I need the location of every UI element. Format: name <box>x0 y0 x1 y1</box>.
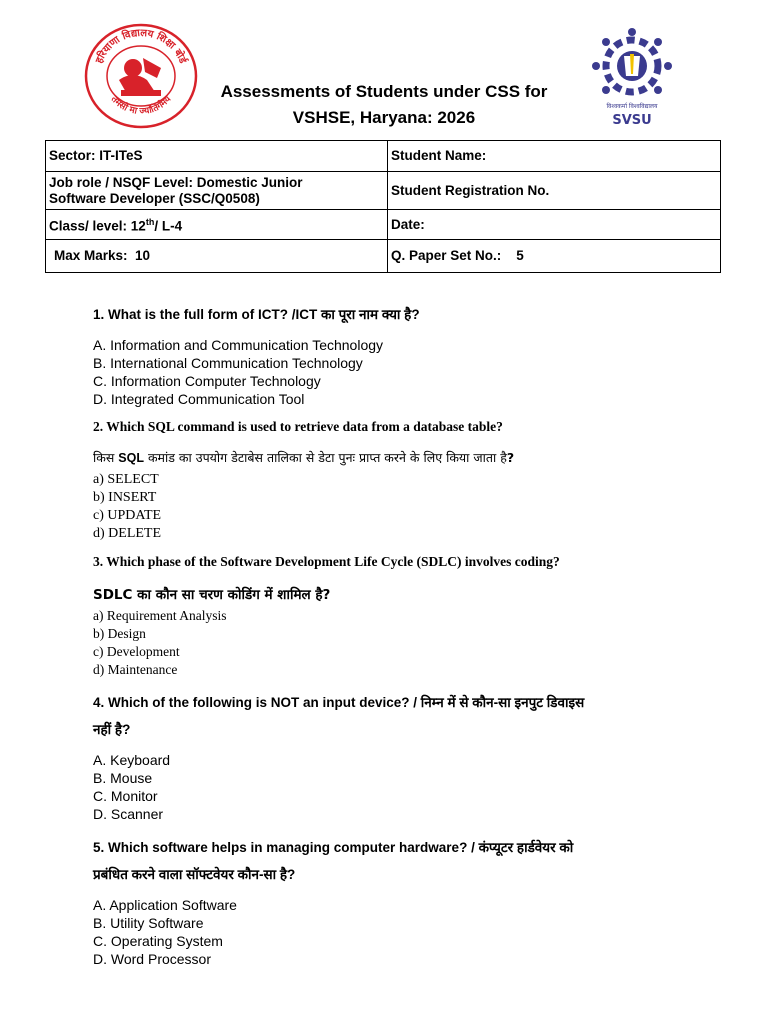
student-name-cell: Student Name: <box>388 141 721 172</box>
question-4-option-d: D. Scanner <box>93 806 164 822</box>
question-5-option-d: D. Word Processor <box>93 951 211 967</box>
question-4-line2: नहीं है? <box>93 722 131 737</box>
question-4-option-b: B. Mouse <box>93 770 153 786</box>
sector-cell: Sector: IT-ITeS <box>46 141 388 172</box>
seal-bottom-text: तमसो मा ज्योतिर्गमय <box>108 94 174 117</box>
question-5-option-c: C. Operating System <box>93 933 223 949</box>
question-1-option-d: D. Integrated Communication Tool <box>93 391 305 407</box>
board-seal-logo <box>83 22 199 130</box>
question-2-option-c: c) UPDATE <box>93 508 162 523</box>
question-1-option-c: C. Information Computer Technology <box>93 373 321 389</box>
job-role-line2: Software Developer (SSC/Q0508) <box>49 190 260 206</box>
question-2-hindi-end: ? <box>506 450 515 465</box>
class-level-cell <box>46 210 388 240</box>
question-4-line1: 4. Which of the following is NOT an input device? / निम्न में से कौन-सा इनपुट डिवाइस <box>93 695 585 710</box>
class-level-prefix: Class/ level: 12 <box>49 218 146 234</box>
document-title-line2: VSHSE, Haryana: 2026 <box>292 108 476 127</box>
class-level-sup: th <box>145 217 155 228</box>
question-3-option-c: c) Development <box>93 644 180 659</box>
question-2-option-a: a) SELECT <box>93 472 159 487</box>
student-info-table <box>45 140 721 273</box>
job-role-line1: Job role / NSQF Level: Domestic Junior <box>49 174 303 190</box>
question-3-option-b: b) Design <box>93 626 146 641</box>
question-1: 1. What is the full form of ICT? /ICT का पूरा नाम क्या है? <box>93 307 420 322</box>
question-5-option-a: A. Application Software <box>93 897 237 913</box>
question-3-option-d: d) Maintenance <box>93 662 178 677</box>
table-row <box>46 141 721 172</box>
date-cell: Date: <box>388 210 721 240</box>
question-2-option-d: d) DELETE <box>93 526 162 541</box>
class-level-suffix: / L-4 <box>154 218 183 234</box>
paper-set-cell: Q. Paper Set No.: 5 <box>388 240 721 273</box>
question-1-option-a: A. Information and Communication Technology <box>93 337 384 353</box>
question-2: 2. Which SQL command is used to retrieve data from a database table? <box>93 419 503 434</box>
registration-cell: Student Registration No. <box>388 172 721 210</box>
question-2-hindi <box>93 449 514 466</box>
max-marks-cell: Max Marks: 10 <box>46 240 388 273</box>
question-2-hindi-bold: SQL <box>118 451 144 465</box>
question-5-option-b: B. Utility Software <box>93 915 204 931</box>
svsu-hindi-caption: विश्वकर्मा विश्वविद्यालय <box>606 103 658 110</box>
table-row <box>46 172 721 210</box>
question-4-option-c: C. Monitor <box>93 788 158 804</box>
question-5-line1: 5. Which software helps in managing computer hardware? / कंप्यूटर हार्डवेयर को <box>93 840 574 855</box>
seal-top-text: हरियाणा विद्यालय शिक्षा बोर्ड <box>93 27 189 66</box>
question-3-option-a: a) Requirement Analysis <box>93 608 227 623</box>
question-1-option-b: B. International Communication Technology <box>93 355 363 371</box>
question-5-line2: प्रबंधित करने वाला सॉफ्टवेयर कौन-सा है? <box>93 867 296 882</box>
question-2-hindi-prefix: किस <box>93 450 119 465</box>
question-2-option-b: b) INSERT <box>93 490 157 505</box>
job-role-cell <box>46 172 388 210</box>
svsu-logo <box>586 24 678 130</box>
svsu-caption: SVSU <box>612 113 652 128</box>
table-row <box>46 240 721 273</box>
table-row <box>46 210 721 240</box>
question-4-option-a: A. Keyboard <box>93 752 171 768</box>
document-title-line1: Assessments of Students under CSS for <box>220 82 548 101</box>
question-3: 3. Which phase of the Software Development Life Cycle (SDLC) involves coding? <box>93 554 560 569</box>
question-3-hindi: SDLC का कौन सा चरण कोडिंग में शामिल है? <box>93 587 331 603</box>
question-2-hindi-suffix: कमांड का उपयोग डेटाबेस तालिका से डेटा पुनः प्राप्त करने के लिए किया जाता है <box>143 450 507 465</box>
